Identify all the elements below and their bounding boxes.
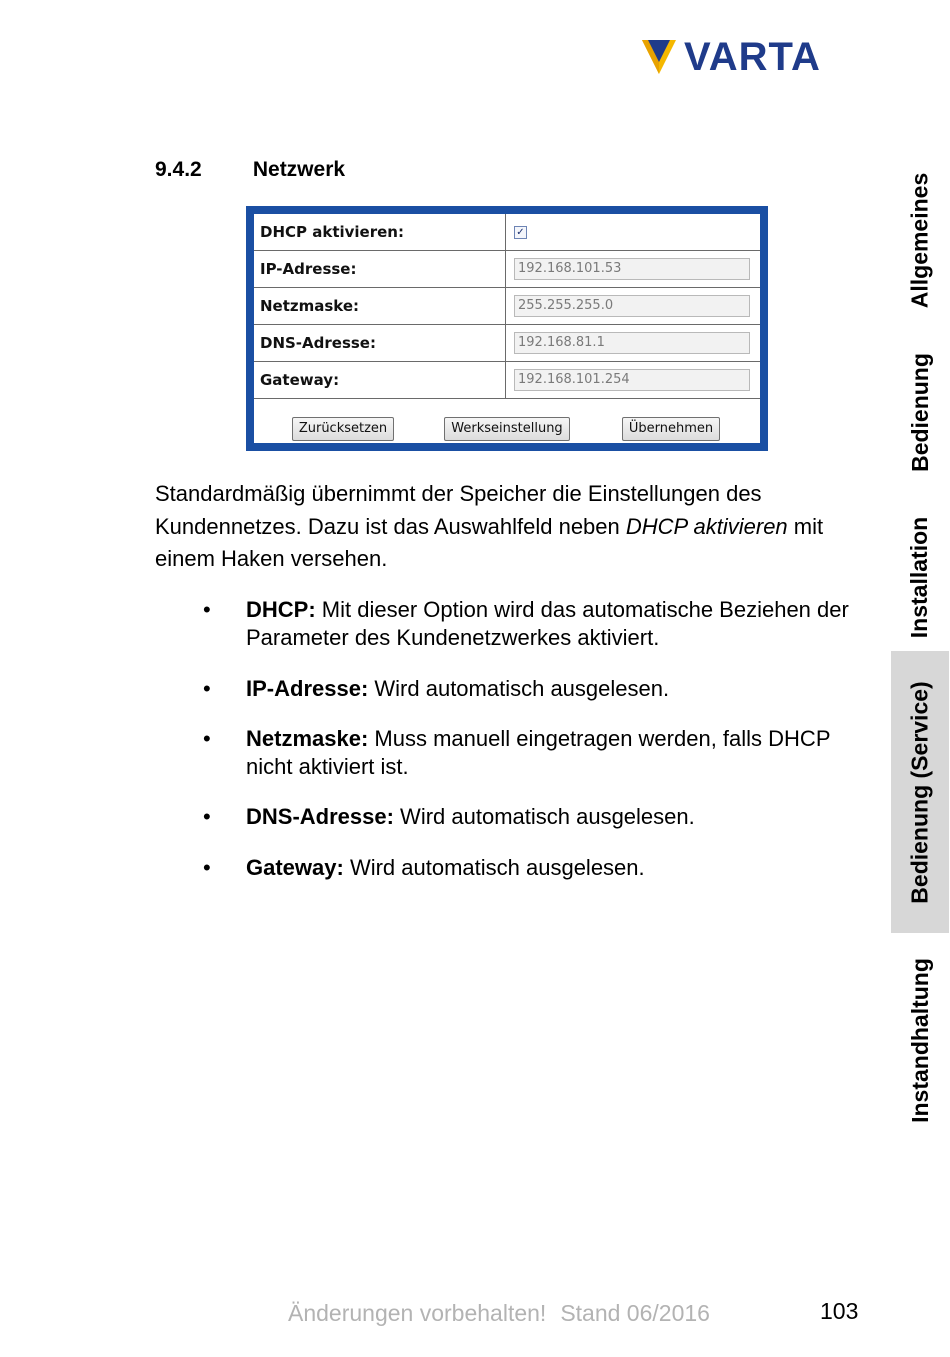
tab-label: Installation bbox=[906, 516, 933, 639]
list-term: Netzmaske: bbox=[246, 726, 369, 751]
tab-label: Bedienung (Service) bbox=[906, 680, 933, 904]
intro-paragraph bbox=[155, 478, 855, 576]
list-term: IP-Adresse: bbox=[246, 676, 369, 701]
row-netmask bbox=[254, 288, 760, 325]
list-text: Wird automatisch ausgelesen. bbox=[368, 676, 670, 701]
section-title: Netzwerk bbox=[252, 158, 346, 181]
list-text: Muss manuell eingetragen werden, falls DHCP nicht aktiviert ist. bbox=[246, 726, 831, 779]
gateway-label: Gateway: bbox=[254, 362, 506, 398]
gateway-field[interactable]: 192.168.101.254 bbox=[514, 369, 750, 391]
factory-settings-button[interactable]: Werkseinstellung bbox=[444, 417, 570, 441]
list-item-dns bbox=[155, 803, 855, 831]
ip-label: IP-Adresse: bbox=[254, 251, 506, 287]
varta-logo bbox=[642, 35, 821, 79]
intro-text: Standardmäßig übernimmt der Speicher die Einstellungen des Kundennetzes. Dazu ist das Auswahlfeld neben bbox=[155, 481, 762, 539]
netmask-field[interactable]: 255.255.255.0 bbox=[514, 295, 750, 317]
tab-bedienung[interactable] bbox=[891, 345, 949, 480]
dns-address-field[interactable]: 192.168.81.1 bbox=[514, 332, 750, 354]
section-heading bbox=[155, 158, 345, 182]
list-text: Wird automatisch ausgelesen. bbox=[393, 804, 695, 829]
section-number: 9.4.2 bbox=[155, 158, 202, 181]
list-term: DHCP: bbox=[246, 597, 316, 622]
dns-label: DNS-Adresse: bbox=[254, 325, 506, 361]
netmask-label: Netzmaske: bbox=[254, 288, 506, 324]
list-item-gateway bbox=[155, 854, 855, 882]
varta-logo-icon bbox=[642, 40, 676, 74]
tab-allgemeines[interactable] bbox=[891, 160, 949, 320]
network-settings-panel bbox=[246, 206, 768, 451]
list-text: Mit dieser Option wird das automatische Beziehen der Parameter des Kundenetzwerkes aktiviert. bbox=[246, 597, 849, 650]
dhcp-label: DHCP aktivieren: bbox=[254, 214, 506, 250]
intro-emphasis: DHCP aktivieren bbox=[625, 513, 788, 539]
row-ip bbox=[254, 251, 760, 288]
bullet-icon: • bbox=[203, 676, 211, 701]
list-text: Wird automatisch ausgelesen. bbox=[343, 855, 645, 880]
bullet-icon: • bbox=[203, 597, 211, 622]
row-dns bbox=[254, 325, 760, 362]
network-settings-form bbox=[254, 214, 760, 443]
reset-button[interactable]: Zurücksetzen bbox=[292, 417, 394, 441]
form-buttons bbox=[254, 407, 760, 445]
list-item-ip bbox=[155, 675, 855, 703]
tab-bedienung-service[interactable] bbox=[891, 651, 949, 933]
logo-text: VARTA bbox=[684, 35, 821, 79]
intro-text-end: mit einem Haken versehen. bbox=[155, 513, 824, 571]
bullet-icon: • bbox=[203, 804, 211, 829]
tab-label: Bedienung bbox=[906, 353, 933, 472]
page-number: 103 bbox=[820, 1298, 859, 1324]
list-term: DNS-Adresse: bbox=[246, 804, 394, 829]
footer-note: Änderungen vorbehalten! bbox=[288, 1300, 547, 1326]
list-item-netmask bbox=[155, 725, 855, 781]
tab-instandhaltung[interactable] bbox=[891, 945, 949, 1135]
bullet-icon: • bbox=[203, 726, 211, 751]
apply-button[interactable]: Übernehmen bbox=[622, 417, 720, 441]
tab-installation[interactable] bbox=[891, 505, 949, 650]
row-dhcp bbox=[254, 214, 760, 251]
tab-label: Instandhaltung bbox=[906, 957, 933, 1123]
parameter-list bbox=[155, 596, 855, 882]
dhcp-checkbox[interactable]: ✓ bbox=[514, 226, 527, 239]
list-term: Gateway: bbox=[246, 855, 344, 880]
ip-address-field[interactable]: 192.168.101.53 bbox=[514, 258, 750, 280]
bullet-icon: • bbox=[203, 855, 211, 880]
tab-label: Allgemeines bbox=[906, 172, 933, 308]
list-item-dhcp bbox=[155, 596, 855, 652]
footer-stand: Stand 06/2016 bbox=[560, 1300, 710, 1326]
row-gateway bbox=[254, 362, 760, 399]
footer bbox=[288, 1300, 710, 1327]
